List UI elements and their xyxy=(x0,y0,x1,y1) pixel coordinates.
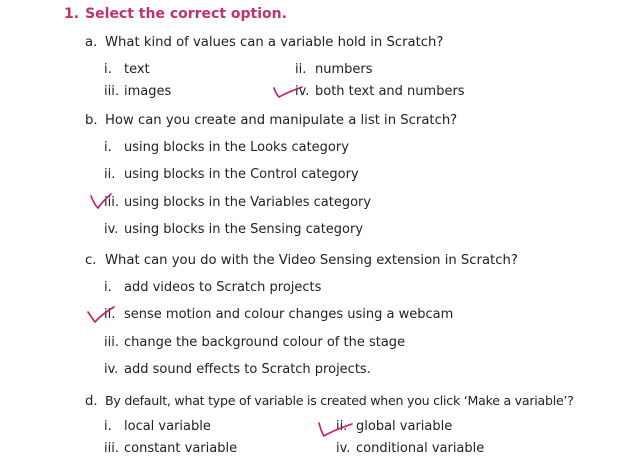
question-text: How can you create and manipulate a list in Scratch? xyxy=(105,113,458,128)
question-letter: a. xyxy=(85,35,98,50)
option-c-iv[interactable] xyxy=(104,362,371,377)
option-numeral: iv. xyxy=(295,84,310,99)
question-letter: b. xyxy=(85,113,98,128)
option-numeral: iii. xyxy=(104,335,119,350)
option-text: local variable xyxy=(124,419,211,434)
question-b xyxy=(85,113,457,128)
option-d-iv[interactable] xyxy=(336,441,484,456)
section-title: Select the correct option. xyxy=(85,6,287,22)
option-numeral: iv. xyxy=(104,362,119,377)
option-text: both text and numbers xyxy=(315,84,465,99)
option-text: images xyxy=(124,84,172,99)
section-heading xyxy=(64,6,287,22)
option-text: change the background colour of the stage xyxy=(124,335,406,350)
question-text: What can you do with the Video Sensing extension in Scratch? xyxy=(105,253,518,268)
option-text: using blocks in the Variables category xyxy=(124,195,372,210)
option-a-iv[interactable] xyxy=(295,84,465,99)
option-text: text xyxy=(124,62,150,77)
option-b-i[interactable] xyxy=(104,140,349,155)
option-numeral: i. xyxy=(104,419,112,434)
question-letter: d. xyxy=(85,394,98,409)
option-c-i[interactable] xyxy=(104,280,321,295)
option-a-ii[interactable] xyxy=(295,62,373,77)
question-d xyxy=(85,393,574,409)
option-numeral: i. xyxy=(104,140,112,155)
question-text: What kind of values can a variable hold in Scratch? xyxy=(105,35,444,50)
option-text: using blocks in the Sensing category xyxy=(124,222,364,237)
option-numeral: iii. xyxy=(104,195,119,210)
option-numeral: iii. xyxy=(104,84,119,99)
option-d-ii[interactable] xyxy=(336,419,452,434)
option-a-iii[interactable] xyxy=(104,84,171,99)
option-a-i[interactable] xyxy=(104,62,150,77)
question-c xyxy=(85,253,518,268)
option-b-iv[interactable] xyxy=(104,222,363,237)
option-numeral: iv. xyxy=(336,441,351,456)
option-numeral: ii. xyxy=(104,167,116,182)
option-text: constant variable xyxy=(124,441,238,456)
option-d-i[interactable] xyxy=(104,419,211,434)
option-b-ii[interactable] xyxy=(104,167,359,182)
option-c-ii[interactable] xyxy=(104,307,453,322)
question-text: By default, what type of variable is created when you click ‘Make a variable’? xyxy=(105,393,574,408)
option-text: using blocks in the Looks category xyxy=(124,140,349,155)
option-text: using blocks in the Control category xyxy=(124,167,359,182)
option-numeral: ii. xyxy=(104,307,116,322)
option-text: global variable xyxy=(356,419,453,434)
option-d-iii[interactable] xyxy=(104,441,237,456)
option-numeral: iii. xyxy=(104,441,119,456)
question-letter: c. xyxy=(85,253,97,268)
option-numeral: ii. xyxy=(295,62,307,77)
option-text: sense motion and colour changes using a webcam xyxy=(124,307,454,322)
option-numeral: ii. xyxy=(336,419,348,434)
option-c-iii[interactable] xyxy=(104,335,405,350)
option-numeral: i. xyxy=(104,62,112,77)
option-b-iii[interactable] xyxy=(104,195,371,210)
option-text: add videos to Scratch projects xyxy=(124,280,322,295)
question-a xyxy=(85,35,443,50)
option-text: add sound effects to Scratch projects. xyxy=(124,362,371,377)
section-number: 1. xyxy=(64,6,80,22)
option-numeral: iv. xyxy=(104,222,119,237)
option-text: conditional variable xyxy=(356,441,485,456)
option-text: numbers xyxy=(315,62,373,77)
option-numeral: i. xyxy=(104,280,112,295)
